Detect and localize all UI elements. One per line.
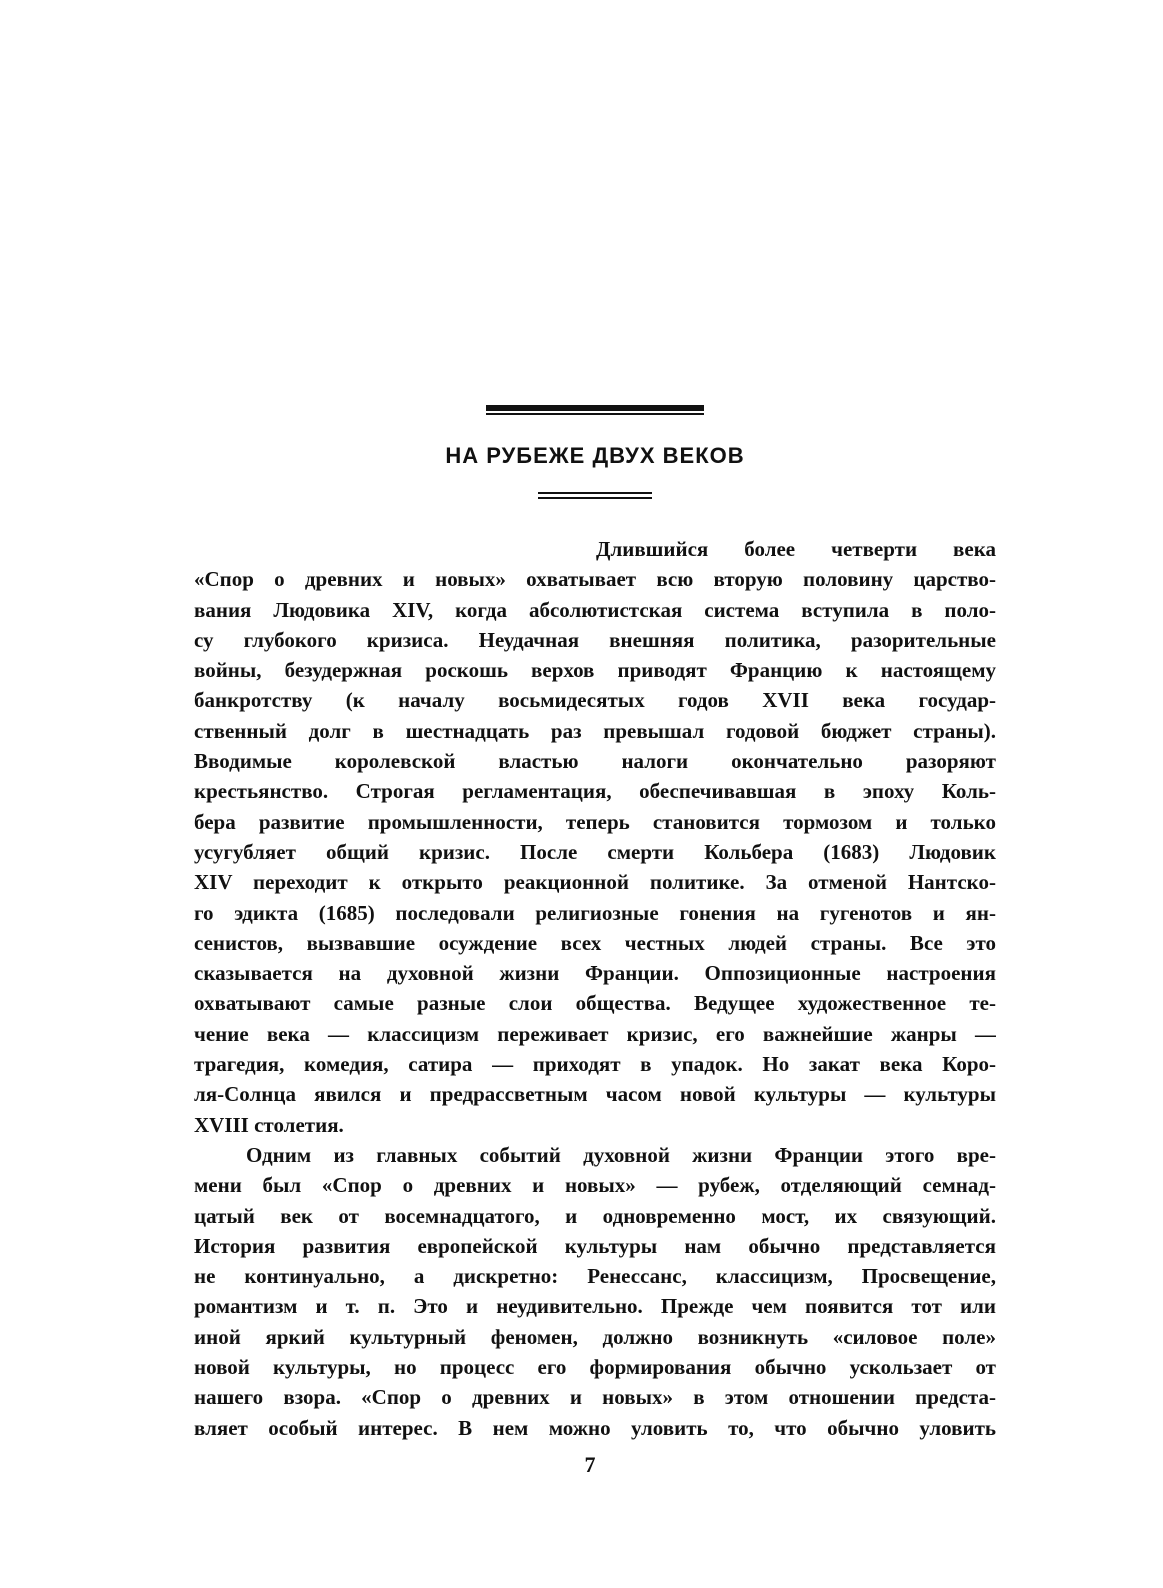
body-text — [194, 534, 996, 1443]
chapter-title: НА РУБЕЖЕ ДВУХ ВЕКОВ — [445, 443, 745, 468]
text-line: бера развитие промышленности, теперь становится тормозом и только — [194, 809, 996, 834]
text-line: цатый век от восемнадцатого, и одновременно мост, их связующий. — [194, 1203, 996, 1228]
text-line: Длившийся более четверти века — [596, 537, 996, 561]
text-line: сказывается на духовной жизни Франции. Оппозиционные настроения — [194, 961, 996, 986]
text-line: не континуально, а дискретно: Ренессанс, классицизм, Просвещение, — [194, 1264, 996, 1289]
text-line: крестьянство. Строгая регламентация, обеспечивавшая в эпоху Коль- — [194, 779, 996, 804]
title-rule-bottom-lower — [538, 497, 652, 499]
title-rule-top-thick — [486, 405, 704, 411]
text-line: XVIII столетия. — [194, 1112, 344, 1137]
text-line: мени был «Спор о древних и новых» — рубеж, отделяющий семнад- — [194, 1173, 996, 1198]
paragraph-2 — [194, 1140, 996, 1443]
text-line: «Спор о древних и новых» охватывает всю вторую половину царство- — [194, 567, 996, 592]
text-line: банкротству (к началу восьмидесятых годов XVII века государ- — [194, 688, 996, 713]
text-line: новой культуры, но процесс его формирования обычно ускользает от — [194, 1355, 996, 1380]
text-line: Вводимые королевской властью налоги окончательно разоряют — [194, 749, 996, 774]
text-line: иной яркий культурный феномен, должно возникнуть «силовое поле» — [194, 1324, 996, 1349]
text-line: ля-Солнца явился и предрассветным часом новой культуры — культуры — [194, 1082, 996, 1107]
text-line: История развития европейской культуры нам обычно представляется — [194, 1233, 996, 1258]
text-line: охватывают самые разные слои общества. Ведущее художественное те- — [194, 991, 996, 1016]
text-line: ственный долг в шестнадцать раз превышал годовой бюджет страны). — [194, 718, 996, 743]
text-line: чение века — классицизм переживает кризис, его важнейшие жанры — — [194, 1021, 996, 1046]
title-rule-bottom-upper — [538, 492, 652, 494]
page-number: 7 — [584, 1452, 596, 1477]
text-line: вания Людовика XIV, когда абсолютистская система вступила в поло- — [194, 597, 996, 622]
text-line: Одним из главных событий духовной жизни Франции этого вре- — [246, 1142, 996, 1167]
text-line: трагедия, комедия, сатира — приходят в упадок. Но закат века Коро- — [194, 1052, 996, 1077]
text-line: вляет особый интерес. В нем можно уловить то, что обычно уловить — [194, 1415, 996, 1440]
title-rule-top-thin — [486, 413, 704, 415]
paragraph-1 — [194, 534, 996, 1140]
text-line: романтизм и т. п. Это и неудивительно. Прежде чем появится тот или — [194, 1294, 996, 1319]
text-line: сенистов, вызвавшие осуждение всех честных людей страны. Все это — [194, 930, 996, 955]
text-line: нашего взора. «Спор о древних и новых» в этом отношении предста- — [194, 1385, 996, 1410]
text-line: го эдикта (1685) последовали религиозные гонения на гугенотов и ян- — [194, 900, 996, 925]
text-line: усугубляет общий кризис. После смерти Кольбера (1683) Людовик — [194, 839, 996, 864]
text-line: су глубокого кризиса. Неудачная внешняя политика, разорительные — [194, 627, 996, 652]
text-line: XIV переходит к открыто реакционной политике. За отменой Нантско- — [194, 870, 996, 895]
text-line: войны, безудержная роскошь верхов приводят Францию к настоящему — [194, 658, 996, 683]
